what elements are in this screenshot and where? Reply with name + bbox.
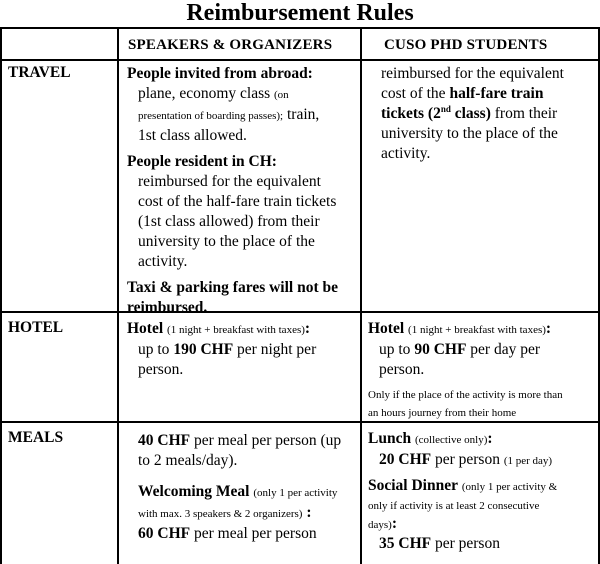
travel-speakers-cell <box>127 64 359 318</box>
hotel-students-heading: Hotel (1 night + breakfast with taxes): <box>368 320 552 337</box>
travel-abroad-line-2: presentation of boarding passes); train, <box>138 106 320 123</box>
meals-students-cell <box>368 429 597 554</box>
table-border-top <box>0 27 600 29</box>
travel-abroad-line-3: 1st class allowed. <box>138 127 247 144</box>
travel-abroad-line-1: plane, economy class (on <box>138 85 289 102</box>
meals-welcoming-price: 60 CHF per meal per person <box>138 525 317 542</box>
meals-speakers-line-2: to 2 meals/day). <box>138 452 238 469</box>
meals-speakers-line-1: 40 CHF per meal per person (up <box>138 432 342 449</box>
hotel-students-line-1: up to 90 CHF per day per <box>379 341 540 358</box>
row-label-hotel: HOTEL <box>8 319 64 336</box>
meals-social-dinner-price: 35 CHF per person <box>379 535 500 552</box>
row-label-travel: TRAVEL <box>8 64 71 81</box>
column-divider-1 <box>117 27 119 564</box>
hotel-speakers-line-1: up to 190 CHF per night per <box>138 341 317 358</box>
travel-ch-line-3: (1st class allowed) from their <box>138 213 320 230</box>
column-divider-2 <box>360 27 362 564</box>
row-label-meals: MEALS <box>8 429 64 446</box>
meals-social-dinner-heading: Social Dinner (only 1 per activity & <box>368 477 558 494</box>
meals-speakers-cell <box>138 431 359 544</box>
travel-ch-heading: People resident in CH: <box>127 153 277 170</box>
travel-ch-line-1: reimbursed for the equivalent <box>138 173 321 190</box>
hotel-students-condition-2: an hours journey from their home <box>368 407 517 419</box>
hotel-students-line-2: person. <box>379 361 425 378</box>
table-border-left <box>0 27 2 564</box>
meals-welcoming-note: with max. 3 speakers & 2 organizers) : <box>138 504 312 521</box>
travel-ch-line-4: university to the place of the <box>138 233 315 250</box>
meals-social-dinner-note-2: days): <box>368 515 397 532</box>
travel-students-line-2: cost of the half-fare train <box>381 85 544 102</box>
page-title: Reimbursement Rules <box>186 0 414 26</box>
travel-taxi-line-2: reimbursed. <box>127 299 208 316</box>
travel-students-line-3: tickets (2nd class) from their <box>381 104 558 122</box>
travel-abroad-heading: People invited from abroad: <box>127 65 313 82</box>
meals-lunch-heading: Lunch (collective only): <box>368 430 493 447</box>
column-header-speakers: SPEAKERS & ORGANIZERS <box>128 37 333 53</box>
hotel-students-cell <box>368 319 597 422</box>
travel-taxi-line-1: Taxi & parking fares will not be <box>127 279 338 296</box>
row-divider-header <box>0 59 600 61</box>
travel-students-line-4: university to the place of the <box>381 125 558 142</box>
meals-social-dinner-note-1: only if activity is at least 2 consecutive <box>368 500 540 512</box>
hotel-speakers-heading: Hotel (1 night + breakfast with taxes): <box>127 320 311 337</box>
table-border-right <box>598 27 600 564</box>
hotel-students-condition-1: Only if the place of the activity is more than <box>368 389 563 401</box>
meals-welcoming-heading: Welcoming Meal (only 1 per activity <box>138 483 338 500</box>
travel-ch-line-5: activity. <box>138 253 188 270</box>
hotel-speakers-cell <box>127 319 359 380</box>
travel-ch-line-2: cost of the half-fare train tickets <box>138 193 337 210</box>
hotel-speakers-line-2: person. <box>138 361 184 378</box>
travel-students-line-1: reimbursed for the equivalent <box>381 65 564 82</box>
meals-lunch-price: 20 CHF per person (1 per day) <box>379 451 553 468</box>
travel-students-cell <box>381 64 596 164</box>
column-header-students: CUSO PHD STUDENTS <box>384 37 548 53</box>
travel-students-line-5: activity. <box>381 145 431 162</box>
